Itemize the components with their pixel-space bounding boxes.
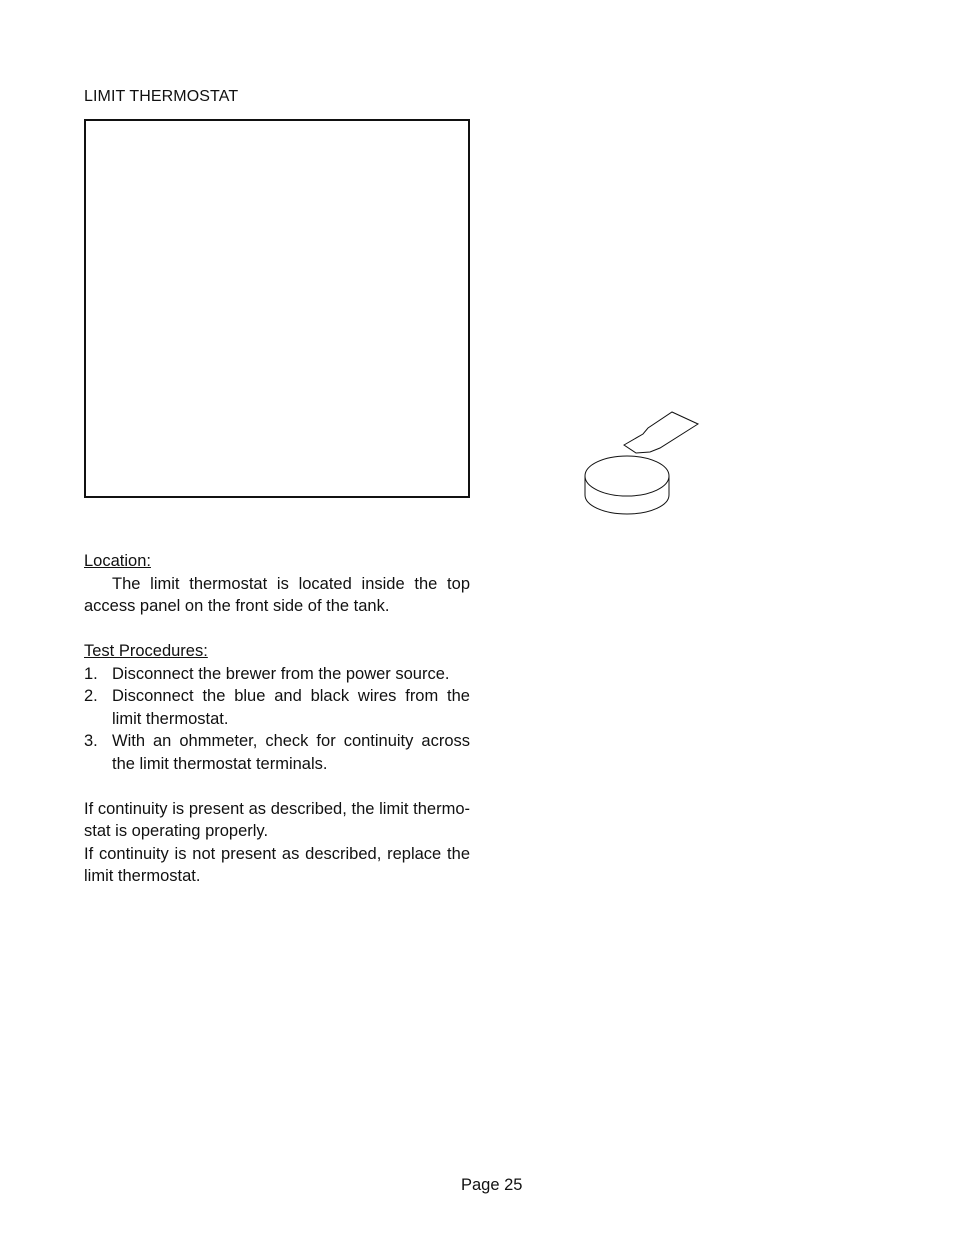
- result-present-text: If continuity is present as described, the limit thermo-stat is operating properly.: [84, 799, 470, 840]
- step-number: 3.: [84, 732, 98, 750]
- page-number: Page 25: [461, 1176, 523, 1194]
- location-heading: Location:: [84, 552, 151, 570]
- step-number: 1.: [84, 664, 98, 683]
- list-item: [84, 685, 470, 730]
- test-procedures-list: [84, 663, 470, 776]
- step-text: With an ohmmeter, check for continuity across the limit thermostat terminals.: [112, 732, 470, 773]
- step-number: 2.: [84, 687, 98, 705]
- image-placeholder-box: [84, 119, 470, 498]
- list-item: [84, 663, 470, 686]
- test-procedures-heading: Test Procedures:: [84, 642, 208, 660]
- location-text: The limit thermostat is located inside the top access panel on the front side of the tank.: [84, 574, 470, 615]
- section-title: LIMIT THERMOSTAT: [84, 88, 239, 105]
- body-text: [84, 550, 470, 888]
- result-not-present-text: If continuity is not present as described, replace the limit thermostat.: [84, 844, 470, 885]
- step-text: Disconnect the blue and black wires from the limit thermostat.: [112, 687, 470, 728]
- step-text: Disconnect the brewer from the power source.: [112, 664, 450, 683]
- limit-thermostat-icon: [580, 408, 704, 520]
- list-item: [84, 730, 470, 775]
